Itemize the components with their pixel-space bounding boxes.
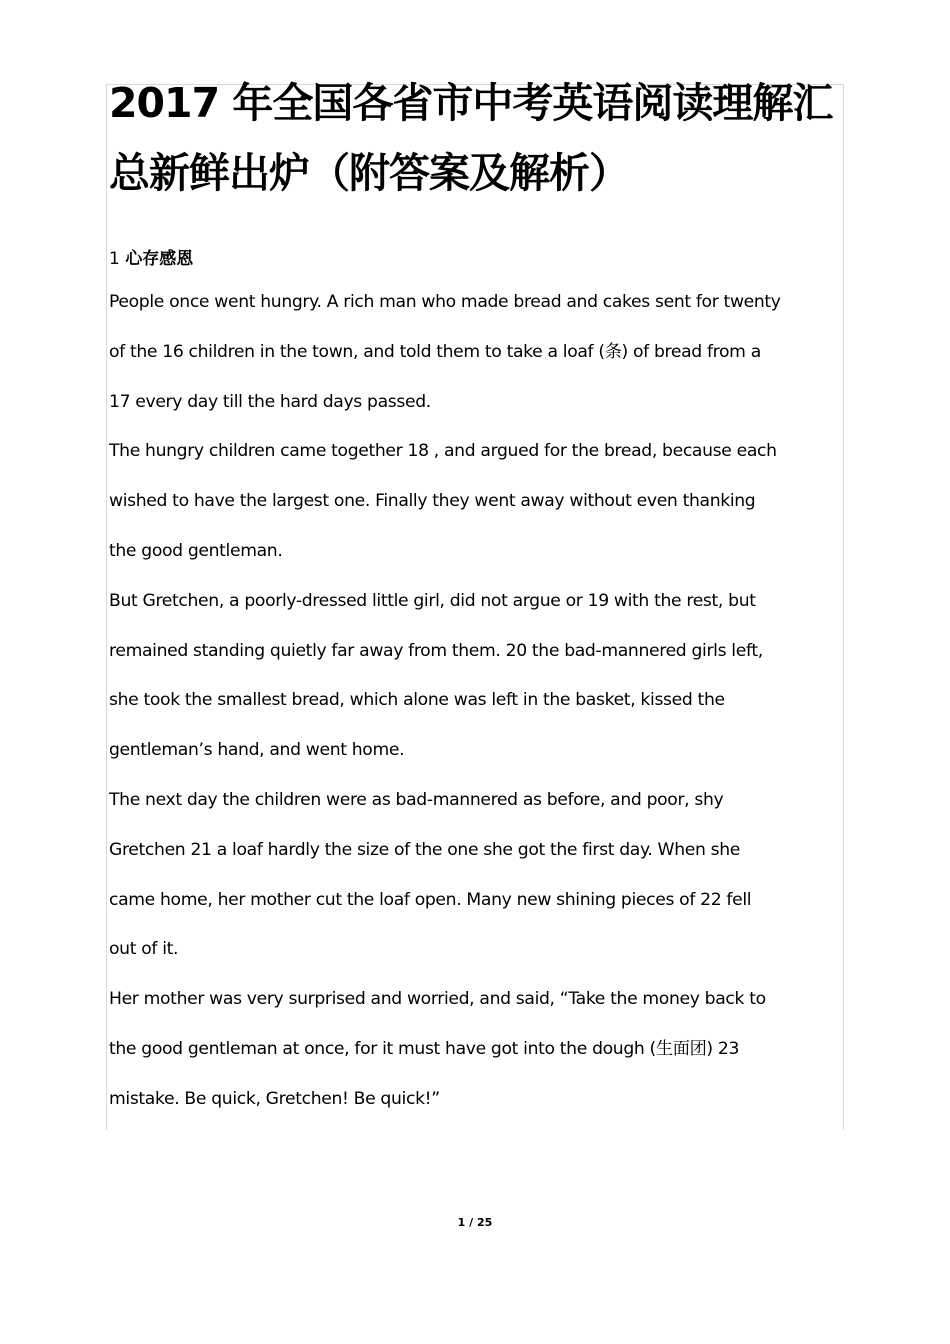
paragraph-line: the good gentleman at once, for it must have got into the dough (生面团) 23 bbox=[109, 1038, 740, 1059]
paragraph-line: came home, her mother cut the loaf open. Many new shining pieces of 22 fell bbox=[109, 889, 752, 910]
section-number: 1 bbox=[109, 249, 120, 269]
paragraph bbox=[109, 776, 859, 975]
section-heading bbox=[109, 244, 859, 274]
paragraph-line: The hungry children came together 18 , and argued for the bread, because each bbox=[109, 441, 777, 462]
document-title-line: 总新鲜出炉（附答案及解析） bbox=[109, 149, 629, 197]
paragraph bbox=[109, 577, 859, 776]
paragraph-line: Her mother was very surprised and worried, and said, “Take the money back to bbox=[109, 989, 766, 1010]
paragraph-line: of the 16 children in the town, and told them to take a loaf (条) of bread from a bbox=[109, 341, 761, 362]
paragraph-line: mistake. Be quick, Gretchen! Be quick!” bbox=[109, 1088, 440, 1109]
paragraph-line: wished to have the largest one. Finally they went away without even thanking bbox=[109, 491, 756, 512]
paragraph-line: remained standing quietly far away from them. 20 the bad-mannered girls left, bbox=[109, 640, 763, 661]
page-frame-left bbox=[106, 84, 107, 1130]
document-content bbox=[109, 68, 859, 1125]
paragraph-line: out of it. bbox=[109, 939, 179, 960]
page-indicator: 1 / 25 bbox=[457, 1216, 493, 1229]
paragraph bbox=[109, 975, 859, 1124]
section-name: 心存感恩 bbox=[125, 249, 194, 269]
paragraph-line: But Gretchen, a poorly-dressed little girl, did not argue or 19 with the rest, but bbox=[109, 590, 756, 611]
document-title-line: 2017 年全国各省市中考英语阅读理解汇 bbox=[109, 79, 833, 127]
paragraph-line: the good gentleman. bbox=[109, 540, 283, 561]
paragraph-line: Gretchen 21 a loaf hardly the size of the one she got the first day. When she bbox=[109, 839, 740, 860]
paragraph-line: gentleman’s hand, and went home. bbox=[109, 740, 405, 761]
paragraph-line: The next day the children were as bad-mannered as before, and poor, shy bbox=[109, 789, 724, 810]
paragraph-line: People once went hungry. A rich man who made bread and cakes sent for twenty bbox=[109, 292, 781, 312]
paragraph bbox=[109, 427, 859, 576]
paragraph-line: she took the smallest bread, which alone was left in the basket, kissed the bbox=[109, 690, 725, 711]
paragraph bbox=[109, 278, 859, 427]
paragraph-line: 17 every day till the hard days passed. bbox=[109, 391, 431, 412]
document-title bbox=[109, 68, 859, 208]
